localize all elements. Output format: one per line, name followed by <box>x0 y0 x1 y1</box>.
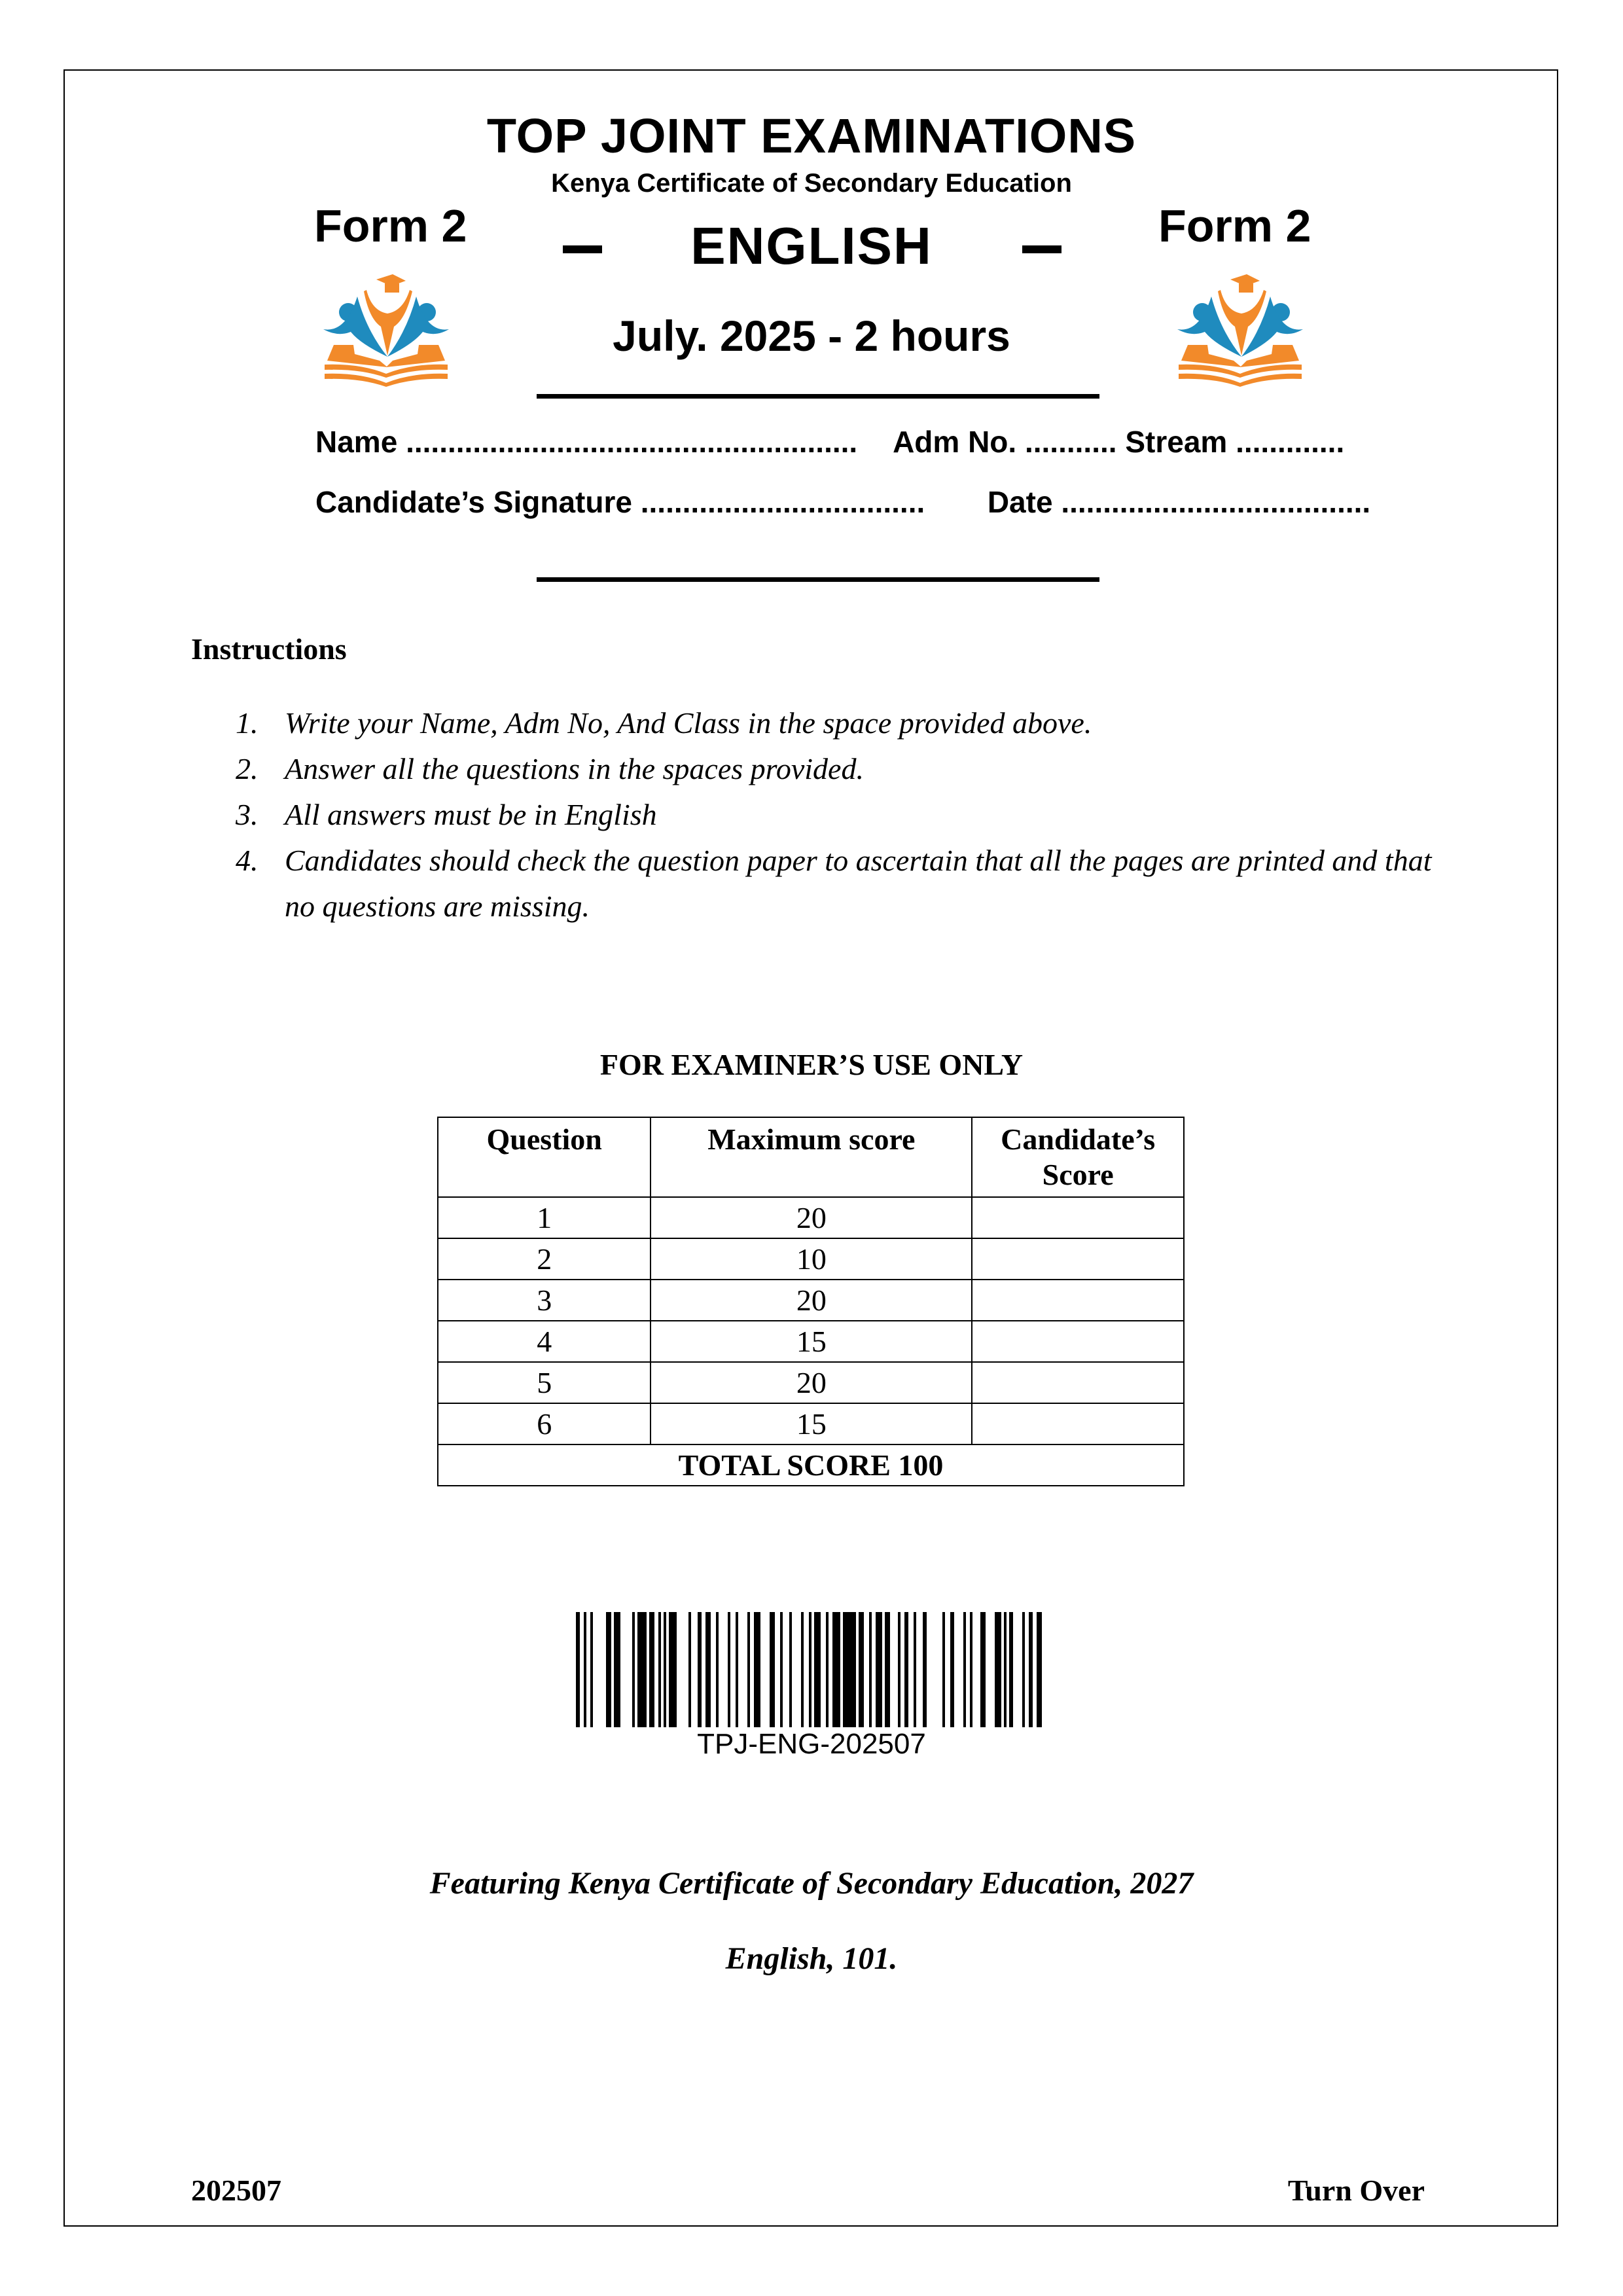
total-score: TOTAL SCORE 100 <box>438 1444 1184 1486</box>
subject-title: ENGLISH <box>690 217 933 275</box>
candidate-score-cell[interactable] <box>972 1280 1184 1321</box>
column-header-question: Question <box>438 1117 651 1197</box>
table-row: 3 20 <box>438 1280 1184 1321</box>
date-label: Date <box>987 485 1053 519</box>
table-row: 2 10 <box>438 1238 1184 1280</box>
turn-over-label: Turn Over <box>1287 2174 1425 2207</box>
instructions-heading: Instructions <box>191 632 347 666</box>
exam-title: TOP JOINT EXAMINATIONS <box>486 109 1137 163</box>
instructions-list <box>236 700 1440 929</box>
table-row: 5 20 <box>438 1362 1184 1403</box>
table-row: 1 20 <box>438 1197 1184 1238</box>
candidate-fields-row-1 <box>315 424 1344 459</box>
stream-label: Stream <box>1125 425 1228 459</box>
adm-no-label: Adm No. <box>893 425 1017 459</box>
paper-code-text: English, 101. <box>725 1941 898 1976</box>
name-label: Name <box>315 425 398 459</box>
instruction-item: 3. All answers must be in English <box>236 798 657 831</box>
candidate-score-cell[interactable] <box>972 1321 1184 1362</box>
candidate-score-cell[interactable] <box>972 1362 1184 1403</box>
candidate-fields-row-2 <box>315 484 1370 520</box>
exam-subtitle: Kenya Certificate of Secondary Education <box>551 169 1072 198</box>
instruction-item: 4. Candidates should check the question paper to ascertain that all the pages are printed and that no questions are missing. <box>236 844 1432 923</box>
total-row <box>438 1444 1184 1486</box>
name-field[interactable]: ...................................................... <box>406 425 858 459</box>
signature-field[interactable]: .................................. <box>640 485 925 519</box>
featuring-text: Featuring Kenya Certificate of Secondary Education, 2027 <box>429 1866 1194 1901</box>
divider-rule-top <box>537 394 1099 399</box>
exam-code: 202507 <box>191 2174 281 2207</box>
table-header-row <box>438 1117 1184 1197</box>
adm-no-field[interactable]: ........... <box>1024 425 1117 459</box>
candidate-score-cell[interactable] <box>972 1403 1184 1444</box>
column-header-max-score: Maximum score <box>651 1117 972 1197</box>
instruction-item: 2. Answer all the questions in the spaces provided. <box>236 752 864 785</box>
form-label-right: Form 2 <box>1158 200 1311 251</box>
table-row: 4 15 <box>438 1321 1184 1362</box>
exam-date-duration: July. 2025 - 2 hours <box>613 312 1010 360</box>
signature-label: Candidate’s Signature <box>315 485 632 519</box>
candidate-score-cell[interactable] <box>972 1197 1184 1238</box>
form-label-left: Form 2 <box>314 200 467 251</box>
candidate-score-cell[interactable] <box>972 1238 1184 1280</box>
examiner-use-heading: FOR EXAMINER’S USE ONLY <box>599 1048 1024 1081</box>
barcode-icon <box>576 1612 1044 1727</box>
barcode-text: TPJ-ENG-202507 <box>697 1728 926 1760</box>
date-field[interactable]: ..................................... <box>1061 485 1371 519</box>
divider-rule-bottom <box>537 577 1099 582</box>
instruction-item: 1. Write your Name, Adm No, And Class in the space provided above. <box>236 706 1092 740</box>
table-row: 6 15 <box>438 1403 1184 1444</box>
column-header-candidate-score: Candidate’s Score <box>972 1117 1184 1197</box>
stream-field[interactable]: ............. <box>1236 425 1345 459</box>
examiner-score-table <box>437 1117 1185 1486</box>
